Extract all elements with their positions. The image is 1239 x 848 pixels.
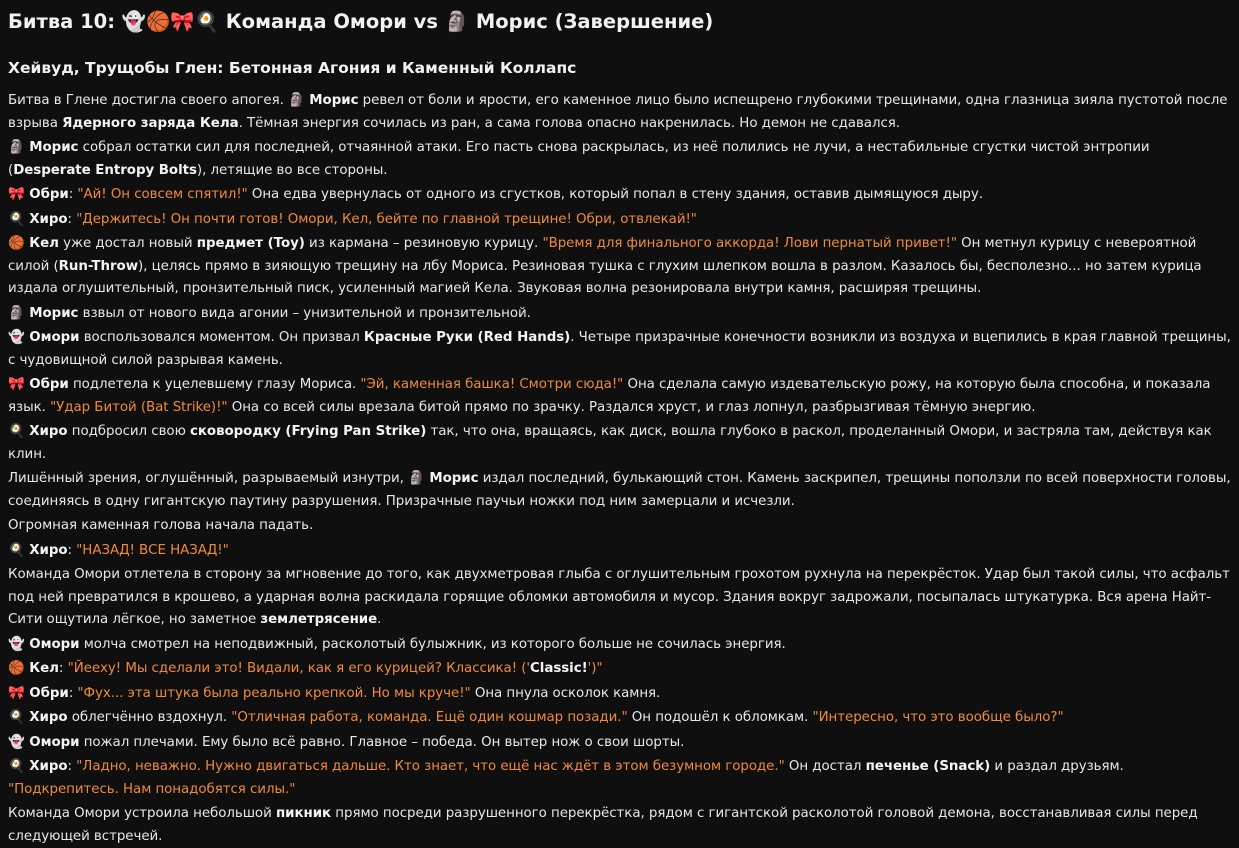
narration-text: Он достал (784, 759, 866, 774)
narration-text: пожал плечами. Ему было всё равно. Главное – победа. Он вытер нож о свои шорты. (79, 734, 685, 750)
story-paragraph (8, 658, 1231, 681)
narration-text: собрал остатки сил для последней, отчаянной атаки. Его пасть снова раскрылась, из неё полились не лучи, а нестабильные сгустки чистой энтропии ( (8, 140, 1150, 178)
dialogue-text: "Ай! Он совсем спятил!" (77, 187, 248, 202)
narration-text: : (58, 661, 68, 676)
emphasis-text: 🍳 Хиро (8, 424, 68, 439)
emphasis-text: сковородку (Frying Pan Strike) (190, 424, 427, 439)
story-paragraph (8, 303, 1231, 326)
narration-text: взвыл от нового вида агонии – унизительной и пронзительной. (78, 305, 531, 321)
dialogue-text: "Время для финального аккорда! Лови пернатый привет!" (542, 236, 957, 251)
emphasis-text: 🍳 Хиро (8, 710, 68, 725)
dialogue-text: "Подкрепитесь. Нам понадобятся силы." (8, 781, 296, 797)
dialogue-text: "Держитесь! Он почти готов! Омори, Кел, бейте по главной трещине! Обри, отвлекай!" (76, 211, 697, 227)
emphasis-text: 🎀 Обри (8, 187, 69, 202)
emphasis-text: печенье (Snack) (865, 759, 991, 774)
narration-text: ревел от боли и ярости, его каменное лицо было испещрено глубокими трещинами, одна глазница зияла пустотой после взрыва (8, 93, 1228, 131)
emphasis-text: 🏀 Кел (8, 661, 59, 676)
narration-text: Огромная каменная голова начала падать. (8, 518, 314, 533)
narration-text: прямо посреди разрушенного перекрёстка, рядом с гигантской расколотой головой демона, восстанавливая силы перед следующей встречей. (8, 806, 1198, 844)
narration-text: ), летящие во все стороны. (196, 162, 388, 178)
dialogue-text: "Ладно, неважно. Нужно двигаться дальше. Кто знает, что ещё нас ждёт в этом безумном городе." (76, 759, 785, 774)
narration-text: Она сделала самую издевательскую рожу, на которую была способна, и показала язык. (8, 377, 1211, 415)
narration-text: . Четыре призрачные конечности возникли из воздуха и вцепились в края главной трещины, с чудовищной силой разрывая камень. (8, 330, 1231, 368)
story-paragraph (8, 803, 1231, 848)
story-paragraph (8, 90, 1231, 135)
emphasis-text: 🗿 Морис (8, 140, 79, 155)
narration-text: так, что она, вращаясь, как диск, вошла глубоко в раскол, проделанный Омори, и застряла там, действуя как клин. (8, 424, 1212, 462)
emphasis-text: пикник (275, 806, 332, 821)
narration-text: : (67, 759, 77, 774)
emphasis-text: Desperate Entropy Bolts (13, 162, 197, 178)
emphasis-text: 🍳 Хиро (8, 759, 68, 774)
emphasis-text: Run-Throw (58, 258, 139, 274)
emphasis-text: 👻 Омори (8, 636, 80, 652)
narration-text: облегчённо вздохнул. (67, 710, 232, 725)
story-paragraph (8, 468, 1231, 513)
narration-text: Она едва увернулась от одного из сгустков, который попал в стену здания, оставив дымящуюся дыру. (247, 187, 983, 202)
narration-text: издал последний, булькающий стон. Камень заскрипел, трещины поползли по всей поверхности головы, соединяясь в одну гигантскую паутину разрушения. Призрачные паучьи ножки под ним замерцали и исчезли. (8, 471, 1231, 509)
story-paragraph (8, 515, 1231, 538)
emphasis-text: 🗿 Морис (288, 93, 359, 108)
narration-text: молча смотрел на неподвижный, расколотый булыжник, из которого больше не сочилась энергия. (79, 636, 786, 652)
section-subtitle: Хейвуд, Трущобы Глен: Бетонная Агония и Каменный Коллапс (8, 59, 577, 77)
emphasis-text: 🗿 Морис (8, 305, 79, 321)
story-body (8, 90, 1231, 848)
story-paragraph (8, 634, 1231, 657)
narration-text: Битва в Глене достигла своего апогея. (8, 93, 289, 108)
emphasis-text: 🎀 Обри (8, 685, 69, 701)
narration-text: ), целясь прямо в зияющую трещину на лбу Мориса. Резиновая тушка с глухим шлепком вошла в разлом. Казалось бы, бесполезно... но затем курица издала оглушительный, пронзительный писк, усиленный магией Кела. Звуковая волна резонировала внутри камня, расширяя трещины. (8, 258, 1202, 296)
story-paragraph (8, 732, 1231, 755)
narration-text: Он метнул курицу с невероятной силой ( (8, 236, 1197, 274)
emphasis-text: 🎀 Обри (8, 377, 69, 392)
story-paragraph (8, 184, 1231, 207)
emphasis-text: предмет (Toy) (196, 236, 305, 251)
story-paragraph (8, 137, 1231, 182)
dialogue-text: "Отличная работа, команда. Ещё один кошмар позади." (231, 710, 628, 725)
narration-text: . (377, 612, 382, 627)
emphasis-text: 👻 Омори (8, 330, 80, 345)
narration-text: Команда Омори отлетела в сторону за мгновение до того, как двухметровая глыба с оглушительным грохотом рухнула на перекрёсток. Удар был такой силы, что асфальт под ней превратился в крошево, а ударная волна раскидала горящие обломки автомобиля и мусор. Здания вокруг задрожали, посыпалась штукатурка. Вся арена Найт-Сити ощутила лёгкое, но заметное (8, 567, 1230, 627)
story-paragraph (8, 756, 1231, 801)
dialogue-text: "НАЗАД! ВСЕ НАЗАД!" (76, 542, 229, 558)
narration-text: Он подошёл к обломкам. (627, 710, 813, 725)
narration-text: уже достал новый (58, 236, 197, 251)
dialogue-text: "Удар Битой (Bat Strike)!" (50, 399, 228, 415)
emphasis-text: 🍳 Хиро (8, 211, 68, 227)
emphasis-text: Classic! (530, 661, 588, 676)
dialogue-text: "Фух... эта штука была реально крепкой. Но мы круче!" (77, 685, 471, 701)
narration-text: : (67, 542, 77, 558)
story-paragraph (8, 327, 1231, 372)
dialogue-text: "Интересно, что это вообще было?" (812, 710, 1064, 725)
story-paragraph (8, 209, 1231, 232)
narration-text: : (67, 211, 77, 227)
emphasis-text: 🗿 Морис (408, 471, 479, 486)
story-paragraph (8, 540, 1231, 563)
narration-text: подбросил свою (67, 424, 190, 439)
story-paragraph (8, 683, 1231, 706)
emphasis-text: 🍳 Хиро (8, 542, 68, 558)
narration-text: воспользовался моментом. Он призвал (79, 330, 364, 345)
story-paragraph (8, 374, 1231, 419)
narration-text: подлетела к уцелевшему глазу Мориса. (68, 377, 361, 392)
narration-text: : (68, 685, 78, 701)
page-title: Битва 10: 👻🏀🎀🍳 Команда Омори vs 🗿 Морис (Завершение) (8, 10, 714, 33)
dialogue-text: "Йееху! Мы сделали это! Видали, как я его курицей? Классика! (' (67, 661, 531, 676)
emphasis-text: Красные Руки (Red Hands) (363, 330, 571, 345)
emphasis-text: Ядерного заряда Кела (62, 115, 239, 131)
narration-text: и раздал друзьям. (990, 759, 1124, 774)
emphasis-text: 🏀 Кел (8, 236, 59, 251)
story-paragraph (8, 707, 1231, 730)
narration-text: : (68, 187, 78, 202)
narration-text: Она пнула осколок камня. (470, 685, 661, 701)
emphasis-text: землетрясение (260, 612, 378, 627)
story-paragraph (8, 233, 1231, 301)
narration-text: Команда Омори устроила небольшой (8, 806, 276, 821)
narration-text: из кармана – резиновую курицу. (304, 236, 543, 251)
dialogue-text: ')" (587, 661, 603, 676)
emphasis-text: 👻 Омори (8, 734, 80, 750)
narration-text: Она со всей силы врезала битой прямо по зрачку. Раздался хруст, и глаз лопнул, разбрызгивая тёмную энергию. (227, 399, 1036, 415)
narration-text: Лишённый зрения, оглушённый, разрываемый изнутри, (8, 471, 409, 486)
dialogue-text: "Эй, каменная башка! Смотри сюда!" (360, 377, 624, 392)
narration-text: . Тёмная энергия сочилась из ран, а сама голова опасно накренилась. Но демон не сдавался. (238, 115, 900, 131)
story-paragraph (8, 421, 1231, 466)
story-paragraph (8, 564, 1231, 632)
